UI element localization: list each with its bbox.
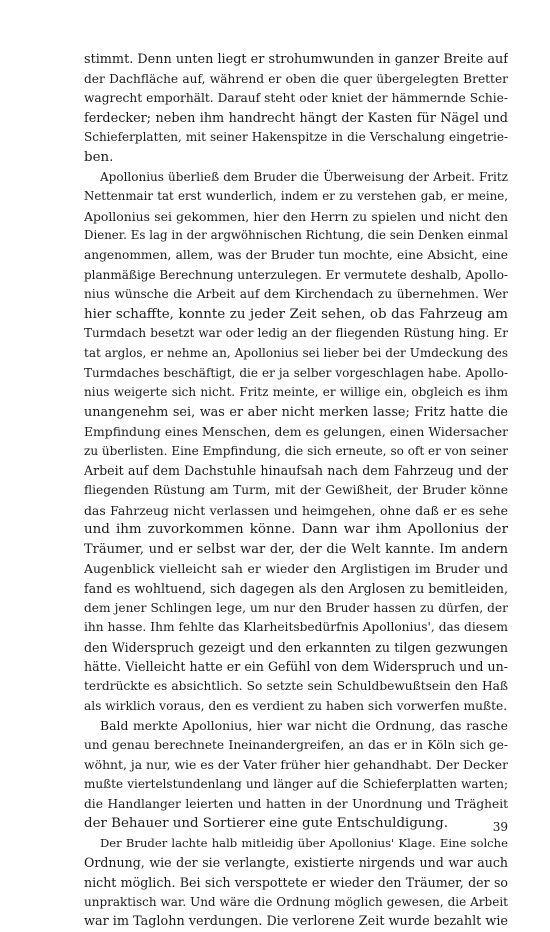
text-line: Arbeit auf dem Dachstuhle hinaufsah nach dem Fahrzeug und der <box>84 463 508 479</box>
text-line: Empfindung eines Menschen, dem es gelungen, einen Widersacher <box>84 424 508 440</box>
body-text <box>84 50 508 932</box>
text-line: Apollonius sei gekommen, hier den Herrn zu spielen und nicht den <box>84 208 508 224</box>
text-line: als wirklich voraus, den es verdient zu haben sich vorwerfen mußte. <box>84 698 508 713</box>
text-line: terdrückte es absichtlich. So setzte sein Schuldbewußtsein den Haß <box>84 679 508 693</box>
text-line: zu überlisten. Eine Empfindung, die sich erneute, so oft er von seiner <box>84 443 508 458</box>
text-line: den Widerspruch gezeigt und den erkannten zu tilgen gezwungen <box>84 639 508 655</box>
text-line: der Behauer und Sortierer eine gute Entschuldigung. <box>84 816 448 832</box>
text-line: und ihm zuvorkommen könne. Dann war ihm Apollonius der <box>84 522 508 538</box>
text-line: Turmdaches beschäftigt, die er ja selber vorgeschlagen habe. Apollo- <box>84 365 508 380</box>
text-line: unangenehm sei, was er aber nicht merken lasse; Fritz hatte die <box>84 404 508 420</box>
text-line: dem jener Schlingen lege, um nur den Bruder hassen zu dürfen, der <box>84 600 508 615</box>
text-line: planmäßige Berechnung unterzulegen. Er vermutete deshalb, Apollo- <box>84 267 508 282</box>
text-line: Schieferplatten, mit seiner Hakenspitze in die Verschalung eingetrie- <box>84 130 508 145</box>
text-line: hätte. Vielleicht hatte er ein Gefühl von dem Widerspruch und un- <box>84 659 508 675</box>
text-line: nius wünsche die Arbeit auf dem Kirchendach zu übernehmen. Wer <box>84 287 508 302</box>
text-line: Ordnung, wie der sie verlangte, existierte nirgends und war auch <box>84 855 508 871</box>
text-line: nius weigerte sich nicht. Fritz meinte, er willige ein, obgleich es ihm <box>84 385 508 400</box>
text-line: stimmt. Denn unten liegt er strohumwunden in ganzer Breite auf <box>84 52 508 67</box>
text-line: der Dachfläche auf, während er oben die quer übergelegten Bretter <box>84 71 508 86</box>
text-line: tat arglos, er nehme an, Apollonius sei lieber bei der Umdeckung des <box>84 345 508 360</box>
text-line: wöhnt, ja nur, wie es der Vater früher hier gehandhabt. Der Decker <box>84 757 508 773</box>
text-line: wagrecht emporhält. Darauf steht oder kniet der hämmernde Schie- <box>84 91 508 106</box>
text-line: angenommen, allem, was der Bruder tun mochte, eine Absicht, eine <box>84 247 508 262</box>
text-line: Nettenmair tat erst wunderlich, indem er zu verstehen gab, er meine, <box>84 189 508 204</box>
text-line: Bald merkte Apollonius, hier war nicht die Ordnung, das rasche <box>100 718 508 734</box>
text-line: war im Taglohn verdungen. Die verlorene Zeit wurde bezahlt wie <box>84 914 508 930</box>
text-line: das Fahrzeug nicht verlassen und heimgehen, ohne daß er es sehe <box>84 502 508 518</box>
text-line: ihn hasse. Ihm fehlte das Klarheitsbedürfnis Apollonius', das diesem <box>84 620 508 635</box>
text-line: hier schaffte, konnte zu jeder Zeit sehen, ob das Fahrzeug am <box>84 306 508 322</box>
text-line: Turmdach besetzt war oder ledig an der fliegenden Rüstung hing. Er <box>84 326 508 341</box>
text-line: Augenblick vielleicht sah er wieder den Arglistigen im Bruder und <box>84 561 508 577</box>
text-line: Diener. Es lag in der argwöhnischen Richtung, die sein Denken einmal <box>84 228 508 243</box>
text-line: mußte viertelstundenlang und länger auf die Schieferplatten warten; <box>84 776 508 791</box>
text-line: nicht möglich. Bei sich verspottete er wieder den Träumer, der so <box>84 874 508 890</box>
text-line: ben. <box>84 149 114 165</box>
text-line: die Handlanger leierten und hatten in der Unordnung und Trägheit <box>84 796 508 811</box>
text-line: ferdecker; neben ihm handrecht hängt der Kasten für Nägel und <box>84 110 508 126</box>
text-line: fliegenden Rüstung am Turm, mit der Gewißheit, der Bruder könne <box>84 483 508 498</box>
text-line: Träumer, und er selbst war der, der die Welt kannte. Im andern <box>84 541 508 557</box>
text-line: fand es wohltuend, sich dagegen als den Arglosen zu bemitleiden, <box>84 581 508 597</box>
text-line: Apollonius überließ dem Bruder die Überweisung der Arbeit. Fritz <box>100 169 508 184</box>
text-line: unpraktisch war. Und wäre die Ordnung möglich gewesen, die Arbeit <box>84 894 508 909</box>
text-line: und genau berechnete Ineinandergreifen, an das er in Köln sich ge- <box>84 737 508 752</box>
page-number: 39 <box>492 820 508 834</box>
text-line: Der Bruder lachte halb mitleidig über Apollonius' Klage. Eine solche <box>100 835 508 850</box>
